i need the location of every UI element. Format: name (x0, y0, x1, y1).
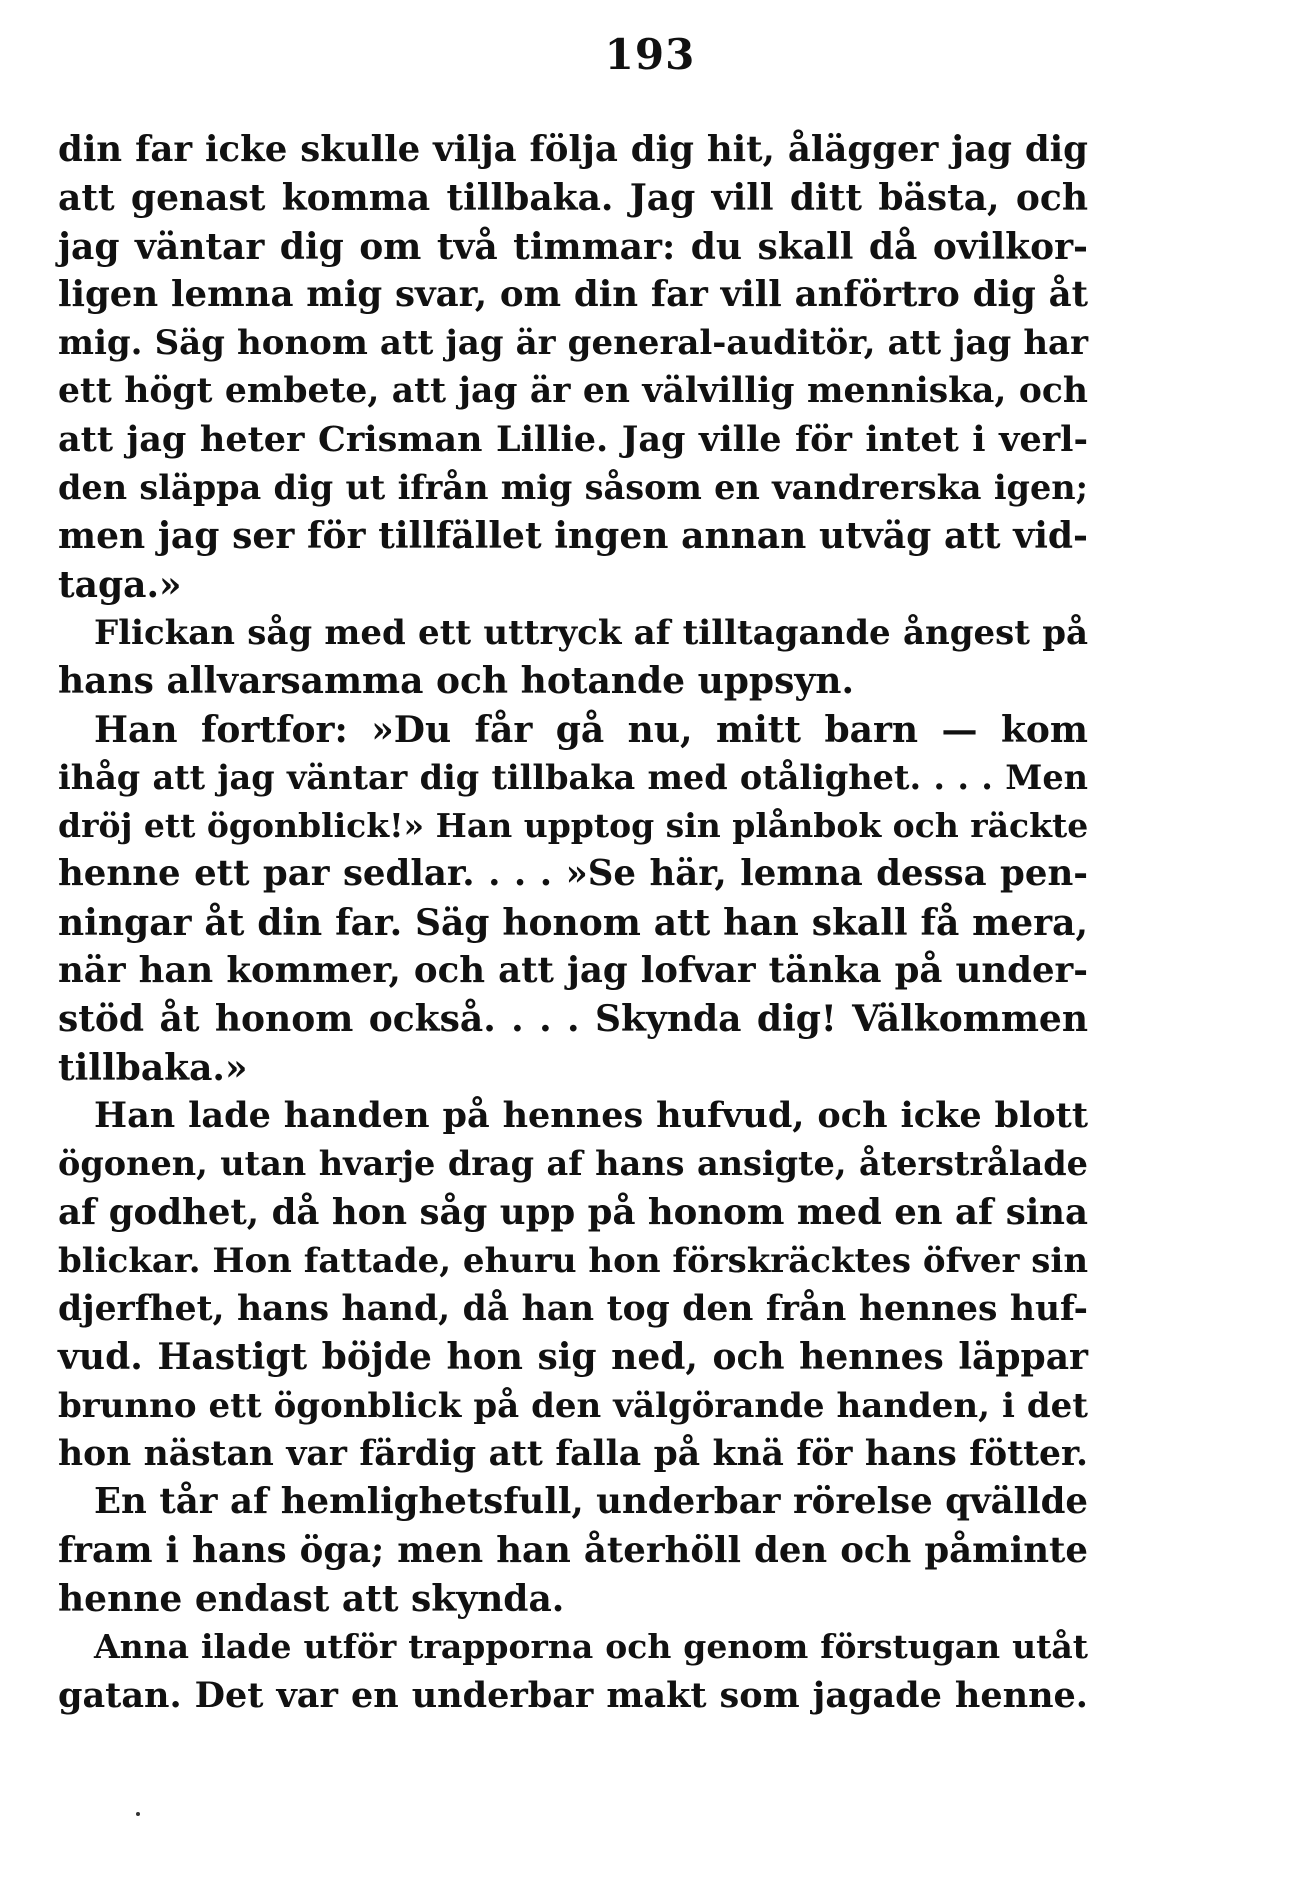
text-line: Flickan såg med ett uttryck af tilltagande ångest på (94, 612, 1088, 653)
text-line: din far icke skulle vilja följa dig hit, ålägger jag dig (58, 129, 1088, 170)
text-line: djerfhet, hans hand, då han tog den från hennes huf- (58, 1289, 1088, 1330)
text-line: brunno ett ögonblick på den välgörande handen, i det (58, 1385, 1088, 1426)
text-line: gatan. Det var en underbar makt som jagade henne. (58, 1674, 1088, 1716)
text-line: den släppa dig ut ifrån mig såsom en vandrerska igen; (58, 468, 1088, 508)
text-line: att genast komma tillbaka. Jag vill ditt bästa, och (58, 177, 1088, 220)
print-speck (136, 1812, 140, 1816)
text-line: tillbaka.» (58, 1046, 248, 1089)
text-line: jag väntar dig om två timmar: du skall då ovilkor- (58, 225, 1088, 268)
text-line: taga.» (58, 563, 182, 606)
text-line: ihåg att jag väntar dig tillbaka med otålighet. . . . Men (58, 757, 1088, 797)
text-line: ett högt embete, att jag är en välvillig menniska, och (58, 371, 1088, 412)
text-line: att jag heter Crisman Lillie. Jag ville för intet i verl- (58, 418, 1088, 460)
text-line: hon nästan var färdig att falla på knä för hans fötter. (58, 1434, 1088, 1475)
text-line: dröj ett ögonblick!» Han upptog sin plånbok och räckte (58, 806, 1089, 846)
text-line: Han lade handen på hennes hufvud, och icke blott (94, 1094, 1088, 1136)
text-line: Anna ilade utför trapporna och genom förstugan utåt (94, 1627, 1088, 1667)
text-line: mig. Säg honom att jag är general-auditör, att jag har (58, 323, 1088, 364)
text-line: ligen lemna mig svar, om din far vill anförtro dig åt (58, 273, 1088, 315)
text-line: af godhet, då hon såg upp på honom med en af sina (58, 1191, 1088, 1233)
body-text (58, 126, 1088, 1720)
text-line: när han kommer, och att jag lofvar tänka på under- (58, 950, 1088, 992)
text-line: stöd åt honom också. . . . Skynda dig! Välkommen (58, 998, 1088, 1041)
text-line: Han fortfor: »Du får gå nu, mitt barn — kom (94, 708, 1088, 751)
page-number: 193 (604, 30, 696, 79)
text-line: En tår af hemlighetsfull, underbar rörelse qvällde (94, 1481, 1088, 1523)
text-line: vud. Hastigt böjde hon sig ned, och hennes läppar (58, 1336, 1088, 1379)
text-line: men jag ser för tillfället ingen annan utväg att vid- (58, 515, 1088, 558)
text-line: fram i hans öga; men han återhöll den och påminte (58, 1529, 1088, 1571)
text-line: blickar. Hon fattade, ehuru hon förskräcktes öfver sin (58, 1240, 1089, 1281)
text-line: henne ett par sedlar. . . . »Se här, lemna dessa pen- (58, 853, 1088, 895)
text-line: henne endast att skynda. (58, 1577, 565, 1620)
text-line: hans allvarsamma och hotande uppsyn. (58, 660, 854, 703)
text-line: ögonen, utan hvarje drag af hans ansigte, återstrålade (58, 1144, 1088, 1184)
text-line: ningar åt din far. Säg honom att han skall få mera, (58, 901, 1088, 944)
